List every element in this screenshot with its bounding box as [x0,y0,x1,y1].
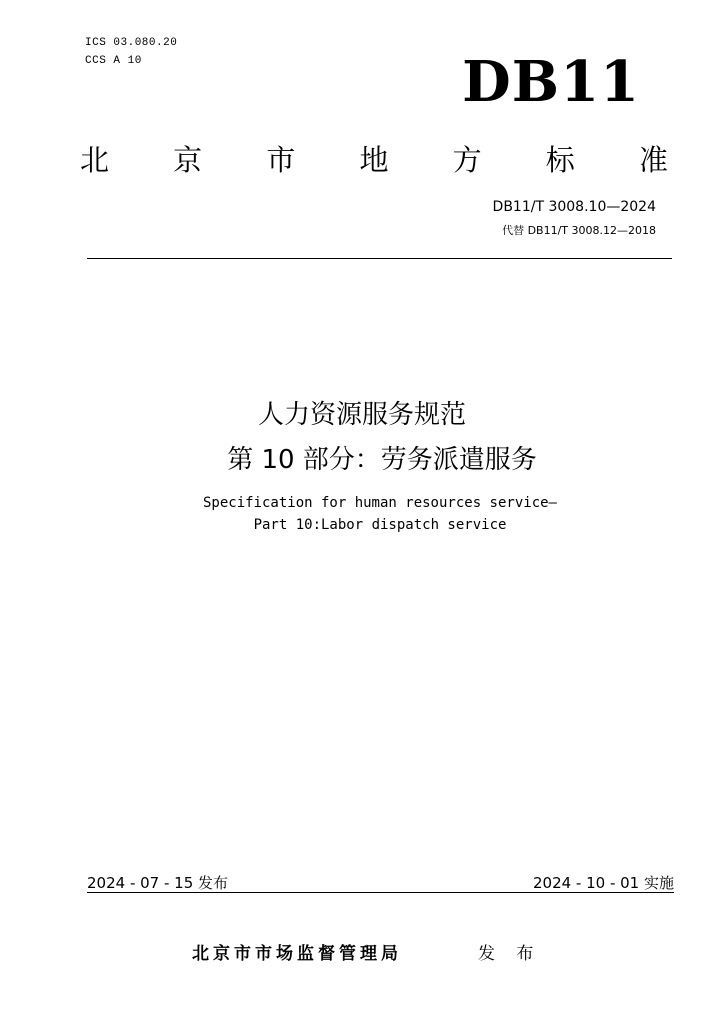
standard-type-char: 市 [266,142,296,177]
replaces-standard: 代替 DB11/T 3008.12—2018 [502,224,656,237]
header-divider [87,258,672,259]
db11-logo: DB11 [462,49,640,115]
standard-type-char: 地 [359,142,389,177]
chinese-title-line-1: 人力资源服务规范 [257,400,466,430]
standard-type-title [80,138,668,178]
ics-code: ICS 03.080.20 [85,37,178,49]
issue-date: 2024 - 07 - 15 发布 [87,874,229,892]
footer-divider [87,892,674,893]
ccs-code: CCS A 10 [85,55,142,67]
standard-type-char: 方 [452,142,482,177]
implementation-date: 2024 - 10 - 01 实施 [532,874,674,892]
issuing-authority: 北京市市场监督管理局 [192,944,402,964]
english-title-line-2: Part 10:Labor dispatch service [253,517,507,533]
standard-number: DB11/T 3008.10—2024 [492,199,656,215]
standard-type-char: 京 [173,142,203,177]
chinese-title-line-2: 第 10 部分：劳务派遣服务 [227,445,537,475]
english-title-line-1: Specification for human resources service— [202,495,557,511]
standard-type-char: 准 [638,142,668,177]
publish-label: 发 布 [478,944,542,964]
standard-type-char: 标 [545,142,575,177]
standard-type-char: 北 [80,142,110,177]
